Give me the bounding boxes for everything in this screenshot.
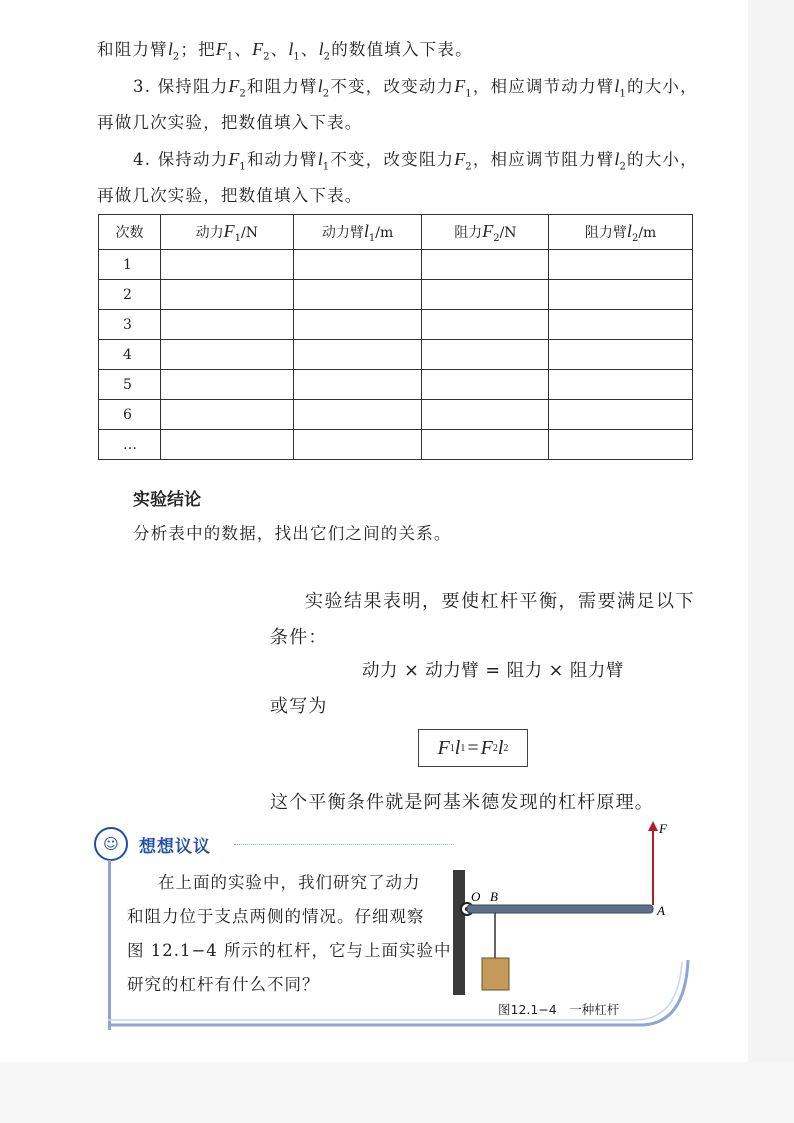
header-load-force: 阻力$F_2/N$ (422, 215, 549, 250)
table-row (99, 280, 693, 310)
table-cell (422, 340, 549, 370)
discussion-line-1: 在上面的实验中，我们研究了动力 (158, 873, 421, 892)
page-bottom-margin (0, 1062, 794, 1123)
table-row (99, 340, 693, 370)
table-cell (160, 430, 293, 460)
discussion-line-4: 研究的杠杆有什么不同？ (127, 975, 320, 994)
header-count: 次数 (99, 215, 161, 250)
table-cell (549, 280, 693, 310)
table-cell (293, 310, 422, 340)
table-cell (293, 280, 422, 310)
step-3-line-2: 再做几次实验，把数值填入下表。 (97, 113, 363, 132)
label-O: O (471, 889, 481, 904)
row-number: 5 (99, 370, 161, 400)
table-cell (293, 400, 422, 430)
row-number: 6 (99, 400, 161, 430)
table-cell (422, 430, 549, 460)
table-cell (293, 250, 422, 280)
intro-line: 和阻力臂$l_2$；把$F_1$、$F_2$、$l_1$、$l_2$的数值填入下表。 (97, 39, 473, 63)
table-row (99, 400, 693, 430)
table-cell (160, 310, 293, 340)
result-line-2: 条件： (270, 627, 328, 648)
row-number: 2 (99, 280, 161, 310)
label-A: A (657, 903, 665, 918)
page-edge (748, 0, 794, 1123)
table-cell (549, 310, 693, 340)
wall-support (453, 870, 465, 995)
table-cell (160, 370, 293, 400)
table-cell (422, 310, 549, 340)
table-cell (160, 400, 293, 430)
table-cell (549, 250, 693, 280)
discussion-line-2: 和阻力位于支点两侧的情况。仔细观察 (127, 907, 425, 926)
table-cell (549, 400, 693, 430)
table-cell (293, 430, 422, 460)
weight-block (482, 958, 509, 990)
step-4-line-2: 再做几次实验，把数值填入下表。 (97, 186, 363, 205)
lever-bar (467, 905, 653, 913)
label-F: F (659, 821, 667, 836)
table-row (99, 310, 693, 340)
table-cell (160, 250, 293, 280)
table-cell (160, 340, 293, 370)
table-cell (549, 340, 693, 370)
table-cell (293, 340, 422, 370)
table-cell (422, 400, 549, 430)
table-row (99, 370, 693, 400)
table-cell (422, 250, 549, 280)
header-effort-arm: 动力臂$l_1/m$ (293, 215, 422, 250)
figure-caption: 图12.1−4 一种杠杆 (498, 1002, 620, 1017)
row-number: 1 (99, 250, 161, 280)
lever-formula-box: F 1 l 1 = F 2 l 2 (418, 729, 528, 767)
header-load-arm: 阻力臂$l_2/m$ (549, 215, 693, 250)
table-row (99, 250, 693, 280)
row-number: … (99, 430, 161, 460)
word-formula: 动力 × 动力臂 = 阻力 × 阻力臂 (362, 661, 624, 681)
table-header-row (99, 215, 693, 250)
result-line-1: 实验结果表明，要使杠杆平衡，需要满足以下 (305, 591, 695, 612)
conclusion-heading: 实验结论 (133, 490, 201, 510)
label-B: B (490, 889, 498, 904)
discussion-face-icon: ☺ (94, 827, 128, 861)
row-number: 4 (99, 340, 161, 370)
table-cell (422, 280, 549, 310)
step-3-line: 3. 保持阻力$F_2$和阻力臂$l_2$不变，改变动力$F_1$，相应调节动力臂$l_1$的大小， (133, 76, 698, 100)
table-cell (293, 370, 422, 400)
table-cell (549, 430, 693, 460)
step-4-line: 4. 保持动力$F_1$和动力臂$l_1$不变，改变阻力$F_2$，相应调节阻力臂$l_2$的大小， (133, 149, 698, 173)
discussion-title: 想想议议 (139, 837, 211, 857)
table-row (99, 430, 693, 460)
force-arrow-head (648, 821, 658, 831)
table-cell (422, 370, 549, 400)
conclusion-text: 分析表中的数据，找出它们之间的关系。 (133, 524, 452, 543)
table-cell (549, 370, 693, 400)
lever-figure (445, 815, 685, 995)
discussion-line-3: 图 12.1−4 所示的杠杆，它与上面实验中 (127, 941, 452, 960)
table-cell (160, 280, 293, 310)
discussion-title-rule (234, 844, 454, 845)
data-table (98, 214, 693, 460)
row-number: 3 (99, 310, 161, 340)
or-write-label: 或写为 (270, 696, 328, 717)
header-effort-force: 动力$F_1/N$ (160, 215, 293, 250)
lever-principle-text: 这个平衡条件就是阿基米德发现的杠杆原理。 (270, 792, 654, 813)
